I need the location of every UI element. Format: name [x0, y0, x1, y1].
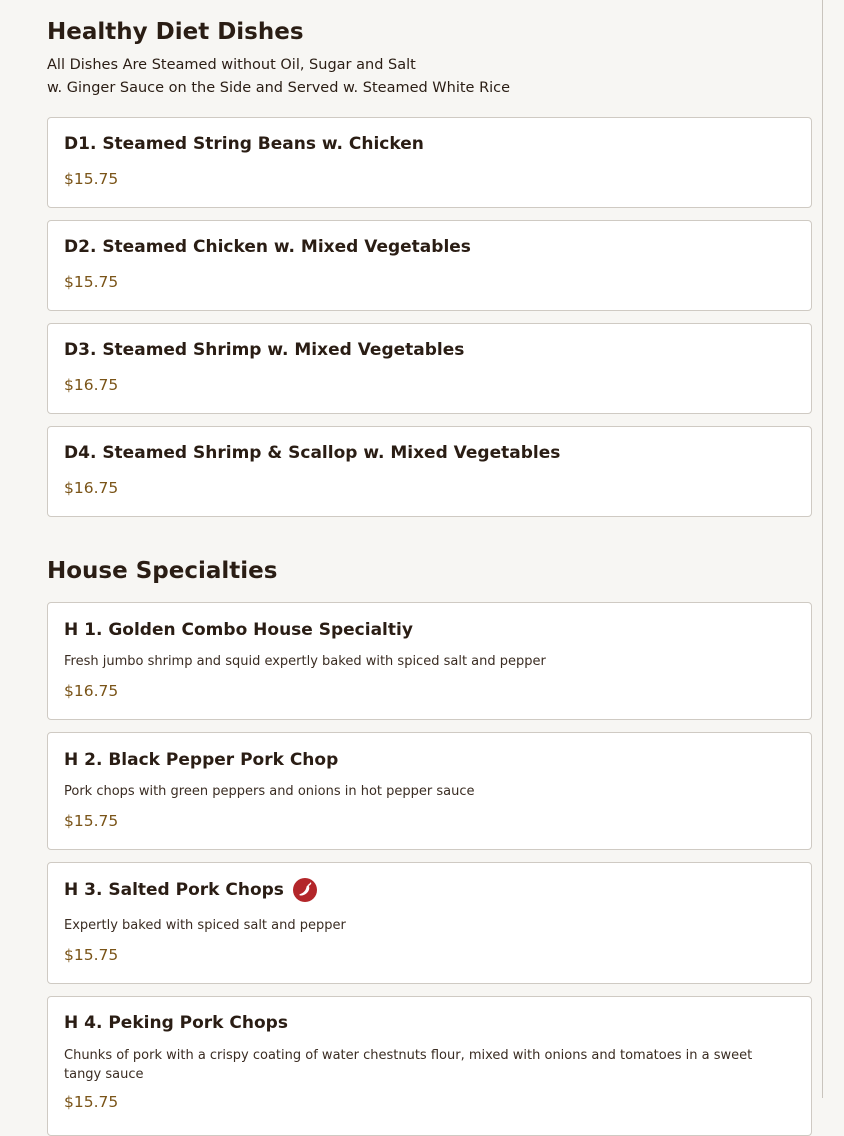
menu-item-card-h1[interactable] [47, 602, 812, 720]
section-description-healthy-diet [47, 54, 812, 100]
menu-item-name: H 1. Golden Combo House Specialtiy [64, 620, 413, 640]
menu-item-description: Pork chops with green peppers and onions in hot pepper sauce [64, 784, 475, 799]
menu-item-price: $15.75 [64, 946, 119, 964]
menu-item-card-d2[interactable] [47, 220, 812, 311]
divider [822, 0, 823, 1098]
menu-item-price: $15.75 [64, 273, 119, 291]
menu-item-price: $16.75 [64, 479, 119, 497]
menu-item-name: H 4. Peking Pork Chops [64, 1013, 288, 1033]
menu-item-description: Expertly baked with spiced salt and pepper [64, 918, 346, 933]
menu-item-card-h2[interactable] [47, 732, 812, 850]
menu-item-price: $16.75 [64, 682, 119, 700]
menu-item-price: $16.75 [64, 376, 119, 394]
menu-item-price: $15.75 [64, 1093, 119, 1111]
menu-item-card-h3[interactable] [47, 862, 812, 984]
menu-item-name: D3. Steamed Shrimp w. Mixed Vegetables [64, 340, 465, 360]
menu-item-name: H 2. Black Pepper Pork Chop [64, 750, 339, 770]
section-title-healthy-diet: Healthy Diet Dishes [47, 19, 304, 45]
menu-item-description: Chunks of pork with a crispy coating of water chestnuts flour, mixed with onions and tomatoes in a sweet tangy sauce [64, 1048, 753, 1082]
spicy-chili-icon [293, 878, 317, 902]
section-description-line: w. Ginger Sauce on the Side and Served w. Steamed White Rice [47, 80, 511, 96]
section-description-line: All Dishes Are Steamed without Oil, Sugar and Salt [47, 57, 416, 73]
menu-item-name: D2. Steamed Chicken w. Mixed Vegetables [64, 237, 471, 257]
menu-item-card-d3[interactable] [47, 323, 812, 414]
menu-item-name: D1. Steamed String Beans w. Chicken [64, 134, 424, 154]
menu-item-name: H 3. Salted Pork Chops [64, 880, 284, 900]
section-title-house-specialties: House Specialties [47, 558, 278, 584]
menu-item-name: D4. Steamed Shrimp & Scallop w. Mixed Vegetables [64, 443, 561, 463]
menu-item-title-row [64, 878, 317, 902]
menu-item-card-h4[interactable] [47, 996, 812, 1136]
menu-item-card-d4[interactable] [47, 426, 812, 517]
menu-item-description: Fresh jumbo shrimp and squid expertly baked with spiced salt and pepper [64, 654, 546, 669]
menu-item-card-d1[interactable] [47, 117, 812, 208]
menu-item-price: $15.75 [64, 170, 119, 188]
menu-item-price: $15.75 [64, 812, 119, 830]
